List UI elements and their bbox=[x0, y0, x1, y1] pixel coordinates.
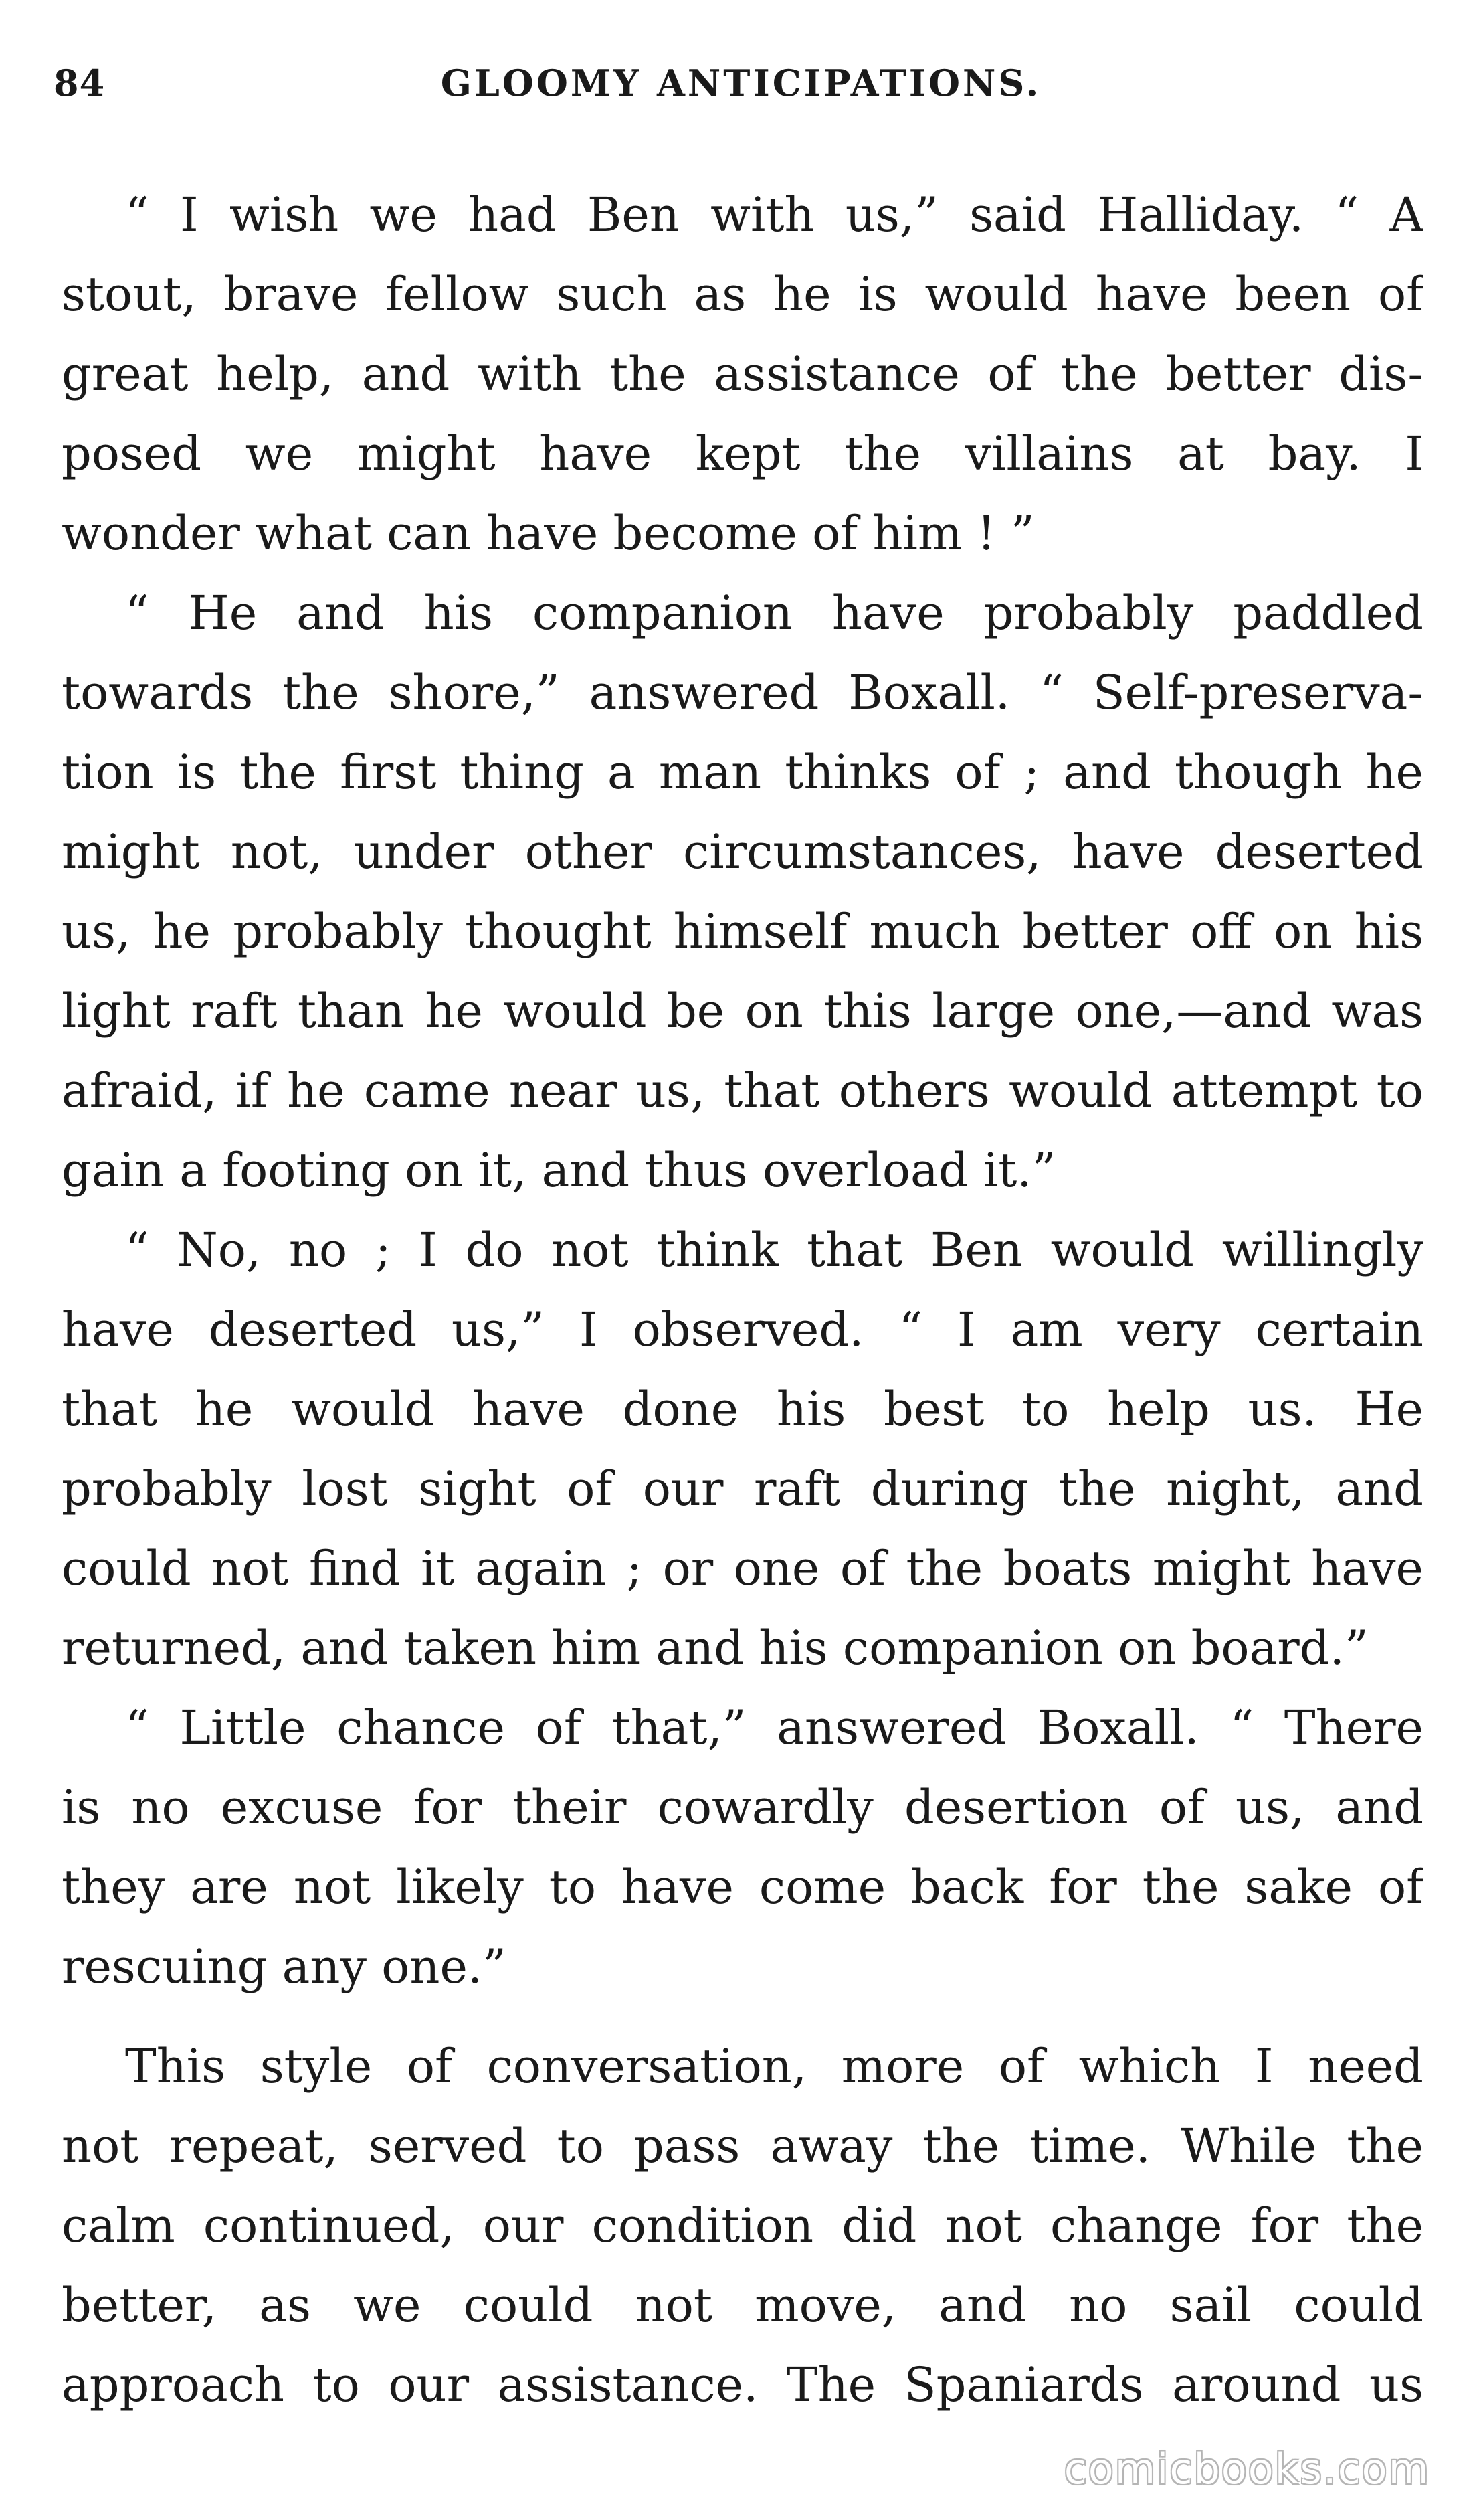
text-line: calm continued, our condition did not change for the bbox=[62, 2198, 1423, 2253]
text-line: could not find it again ; or one of the boats might have bbox=[62, 1541, 1423, 1596]
page-header bbox=[54, 62, 1428, 115]
page-number: 84 bbox=[54, 62, 106, 104]
text-line: “ Little chance of that,” answered Boxall. “ There bbox=[125, 1700, 1423, 1755]
paragraph-2 bbox=[62, 573, 1423, 1210]
text-line: not repeat, served to pass away the time. While the bbox=[62, 2119, 1423, 2173]
paragraph-1 bbox=[62, 175, 1423, 573]
text-line: approach to our assistance. The Spaniards around us bbox=[62, 2357, 1423, 2412]
body-text bbox=[62, 175, 1423, 2425]
paragraph-4 bbox=[62, 1688, 1423, 2007]
text-line: have deserted us,” I observed. “ I am very certain bbox=[62, 1302, 1423, 1357]
text-line: towards the shore,” answered Boxall. “ Self-preserva- bbox=[62, 665, 1423, 720]
text-line: “ I wish we had Ben with us,” said Halliday. “ A bbox=[125, 187, 1423, 242]
text-line: great help, and with the assistance of the better dis- bbox=[62, 347, 1423, 401]
text-line: gain a footing on it, and thus overload it.” bbox=[62, 1143, 1056, 1198]
text-line: is no excuse for their cowardly desertion of us, and bbox=[62, 1780, 1423, 1835]
watermark: comicbooks.com bbox=[1064, 2444, 1430, 2493]
text-line: This style of conversation, more of which I need bbox=[125, 2039, 1423, 2094]
running-head: GLOOMY ANTICIPATIONS. bbox=[440, 62, 1042, 104]
text-line: stout, brave fellow such as he is would have been of bbox=[62, 267, 1423, 322]
text-line: rescuing any one.” bbox=[62, 1939, 506, 1994]
text-line: tion is the first thing a man thinks of ; and though he bbox=[62, 745, 1423, 800]
text-line: afraid, if he came near us, that others would attempt to bbox=[62, 1063, 1423, 1118]
paragraph-3 bbox=[62, 1210, 1423, 1688]
text-line: might not, under other circumstances, have deserted bbox=[62, 824, 1423, 879]
text-line: light raft than he would be on this large one,—and was bbox=[62, 984, 1423, 1039]
text-line: us, he probably thought himself much better off on his bbox=[62, 904, 1423, 959]
text-line: probably lost sight of our raft during the night, and bbox=[62, 1461, 1423, 1516]
text-line: “ No, no ; I do not think that Ben would willingly bbox=[125, 1223, 1423, 1277]
text-line: that he would have done his best to help us. He bbox=[62, 1382, 1423, 1437]
text-line: better, as we could not move, and no sail could bbox=[62, 2278, 1423, 2333]
text-line: “ He and his companion have probably paddled bbox=[125, 586, 1423, 640]
text-line: wonder what can have become of him ! ” bbox=[62, 506, 1035, 561]
text-line: returned, and taken him and his companion on board.” bbox=[62, 1621, 1369, 1676]
text-line: posed we might have kept the villains at bay. I bbox=[62, 426, 1423, 481]
text-line: they are not likely to have come back for the sake of bbox=[62, 1860, 1423, 1914]
paragraph-5 bbox=[62, 2027, 1423, 2425]
